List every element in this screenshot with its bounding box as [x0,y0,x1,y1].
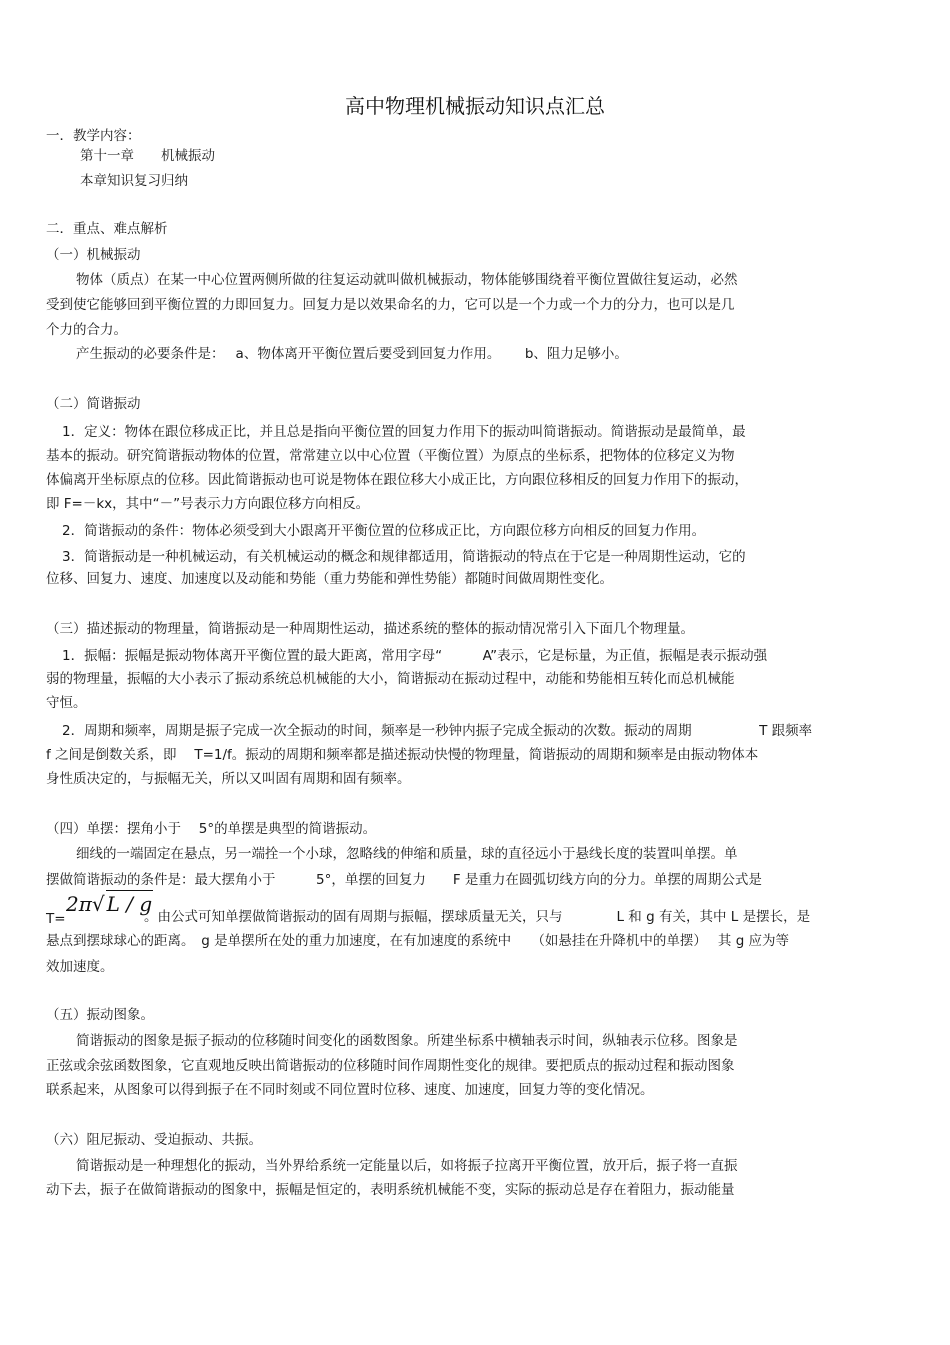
text-line: 正弦或余弦函数图象，它直观地反映出简谐振动的位移随时间作周期性变化的规律。要把质点的振动过程和振动图象 [46,1058,735,1074]
text-line: 二．重点、难点解析 [46,221,168,237]
text-line: 即 F=－kx，其中“－”号表示力方向跟位移方向相反。 [46,496,370,512]
text-line: 1．定义：物体在跟位移成正比，并且总是指向平衡位置的回复力作用下的振动叫简谐振动。简谐振动是最简单，最 [62,424,746,440]
text-line: 联系起来，从图象可以得到振子在不同时刻或不同位置时位移、速度、加速度，回复力等的变化情况。 [46,1082,654,1098]
text-line: 悬点到摆球球心的距离。 g 是单摆所在处的重力加速度，在有加速度的系统中 （如悬挂在升降机中的单摆） 其 g 应为等 [46,933,790,949]
text-line: 位移、回复力、速度、加速度以及动能和势能（重力势能和弹性势能）都随时间做周期性变化。 [46,571,613,587]
text-line: 本章知识复习归纳 [80,173,188,189]
formula-radicand: L / g [106,892,153,916]
text-line: 个力的合力。 [46,322,127,338]
text-line: 基本的振动。研究简谐振动物体的位置，常常建立以中心位置（平衡位置）为原点的坐标系，把物体的位移定义为物 [46,448,735,464]
text-line: 一．教学内容： [46,128,141,144]
text-line: （六）阻尼振动、受迫振动、共振。 [46,1132,262,1148]
text-line: 细线的一端固定在悬点，另一端拴一个小球，忽略线的伸缩和质量，球的直径远小于悬线长度的装置叫单摆。单 [76,846,738,862]
text-line: 效加速度。 [46,959,114,975]
text-line: 2．周期和频率，周期是振子完成一次全振动的时间，频率是一秒钟内振子完成全振动的次数。振动的周期 T 跟频率 [62,723,813,739]
pendulum-period-formula [66,890,153,917]
page-title: 高中物理机械振动知识点汇总 [345,94,605,118]
text-line: 受到使它能够回到平衡位置的力即回复力。回复力是以效果命名的力，它可以是一个力或一个力的分力，也可以是几 [46,297,735,313]
text-line: （一）机械振动 [46,247,141,263]
text-line: 2．简谐振动的条件：物体必须受到大小跟离开平衡位置的位移成正比，方向跟位移方向相反的回复力作用。 [62,523,706,539]
text-line: 。由公式可知单摆做简谐振动的固有周期与振幅，摆球质量无关，只与 L 和 g 有关，其中 L 是摆长，是 [144,909,811,925]
text-line: 简谐振动的图象是振子振动的位移随时间变化的函数图象。所建坐标系中横轴表示时间，纵轴表示位移。图象是 [76,1033,738,1049]
text-line: T= [46,911,66,927]
text-line: 简谐振动是一种理想化的振动，当外界给系统一定能量以后，如将振子拉离开平衡位置，放开后，振子将一直振 [76,1158,738,1174]
text-line: 弱的物理量，振幅的大小表示了振动系统总机械能的大小，简谐振动在振动过程中，动能和势能相互转化而总机械能 [46,671,735,687]
text-line: （二）简谐振动 [46,396,141,412]
text-line: 动下去，振子在做简谐振动的图象中，振幅是恒定的，表明系统机械能不变，实际的振动总是存在着阻力，振动能量 [46,1182,735,1198]
text-line: 摆做简谐振动的条件是：最大摆角小于 5°，单摆的回复力 F 是重力在圆弧切线方向的分力。单摆的周期公式是 [46,872,762,888]
formula-coefficient: 2π [66,892,92,916]
text-line: （五）振动图象。 [46,1007,154,1023]
text-line: 产生振动的必要条件是： a、物体离开平衡位置后要受到回复力作用。 b、阻力足够小。 [76,346,628,362]
text-line: 物体（质点）在某一中心位置两侧所做的往复运动就叫做机械振动，物体能够围绕着平衡位置做往复运动，必然 [76,272,738,288]
text-line: 3．简谐振动是一种机械运动，有关机械运动的概念和规律都适用，简谐振动的特点在于它是一种周期性运动，它的 [62,549,746,565]
text-line: （三）描述振动的物理量，简谐振动是一种周期性运动，描述系统的整体的振动情况常引入下面几个物理量。 [46,621,694,637]
text-line: f 之间是倒数关系，即 T=1/f。振动的周期和频率都是描述振动快慢的物理量，简谐振动的周期和频率是由振动物体本 [46,747,759,763]
text-line: 第十一章 机械振动 [80,148,215,164]
text-line: 1．振幅：振幅是振动物体离开平衡位置的最大距离，常用字母“ A”表示，它是标量，为正值，振幅是表示振动强 [62,648,768,664]
text-line: （四）单摆：摆角小于 5°的单摆是典型的简谐振动。 [46,821,377,837]
radical-sign: √ [91,892,105,916]
text-line: 身性质决定的，与振幅无关，所以又叫固有周期和固有频率。 [46,771,411,787]
text-line: 守恒。 [46,695,87,711]
text-line: 体偏离开坐标原点的位移。因此简谐振动也可说是物体在跟位移大小成正比，方向跟位移相反的回复力作用下的振动， [46,472,748,488]
